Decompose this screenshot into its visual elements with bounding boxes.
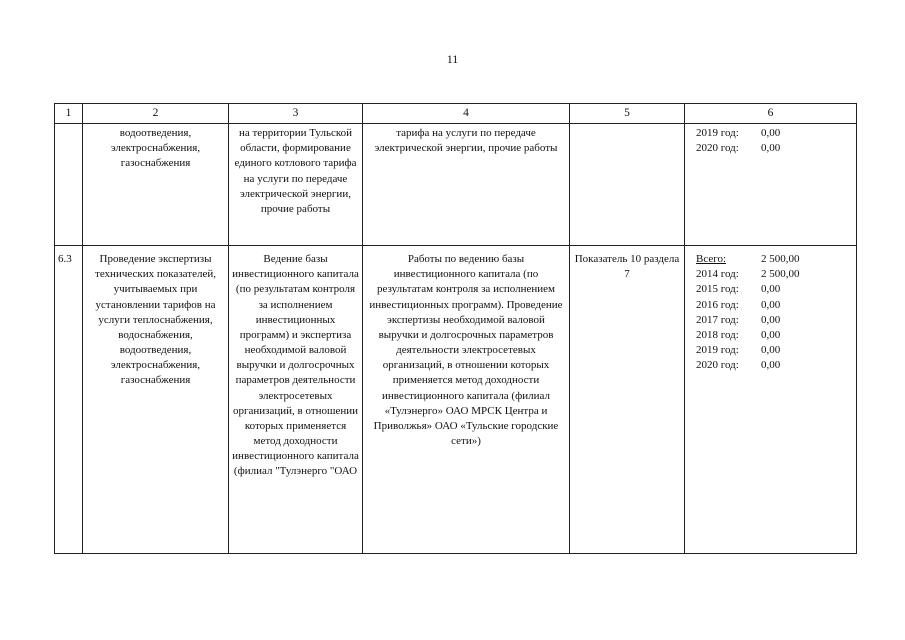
funding-amount: 0,00 [761,127,781,139]
table-row [55,246,857,554]
activity-name-cell: водоотведения, электроснабжения, газоснабжения [83,124,229,246]
funding-amount: 2 500,00 [761,253,800,265]
funding-year-label: 2015 год: [696,283,739,296]
funding-year-label: 2020 год: [696,359,739,372]
funding-amount: 0,00 [761,142,781,155]
indicator-cell [570,124,685,246]
funding-line [688,252,853,267]
column-header: 2 [83,104,229,124]
program-table [54,103,857,554]
indicator-cell: Показатель 10 раздела 7 [570,246,685,554]
funding-amount: 0,00 [761,298,781,311]
measure-cell: на территории Тульской области, формирование единого котлового тарифа на услуги по передаче электрической энергии, прочие работы [229,124,363,246]
funding-year-label: 2019 год: [696,344,739,357]
funding-amount: 0,00 [761,344,781,357]
table-row [55,124,857,246]
funding-amount: 2 500,00 [761,268,800,281]
work-description-cell: Работы по ведению базы инвестиционного капитала (по результатам контроля за исполнением инвестиционных программ). Проведение экспертизы необходимой валовой выручки и долгосрочных параметров деятельности электросетевых организаций, в отношении которых применяется метод доходности инвестиционного капитала (филиал «Тулэнерго» ОАО МРСК Центра и Приволжья» ОАО «Тульские городские сети») [363,246,570,554]
funding-cell [685,124,857,246]
funding-cell [685,246,857,554]
page-number: 11 [446,52,459,66]
column-header: 5 [570,104,685,124]
column-header: 3 [229,104,363,124]
funding-line [688,343,853,358]
funding-line [688,141,853,156]
funding-line [688,267,853,282]
column-header: 1 [55,104,83,124]
work-description-cell: тарифа на услуги по передаче электрической энергии, прочие работы [363,124,570,246]
funding-year-label: 2016 год: [696,298,739,311]
measure-cell: Ведение базы инвестиционного капитала (по результатам контроля за исполнением инвестиционных программ) и экспертиза необходимой валовой выручки и долгосрочных параметров деятельности электросетевых организаций, в отношении которых применяется метод доходности инвестиционного капитала (филиал "Тулэнерго "ОАО [229,246,363,554]
column-header: 6 [685,104,857,124]
column-header: 4 [363,104,570,124]
activity-name-cell: Проведение экспертизы технических показателей, учитываемых при установлении тарифов на услуги теплоснабжения, водоснабжения, водоотведения, электроснабжения, газоснабжения [83,246,229,554]
funding-line [688,298,853,313]
funding-line [688,126,853,141]
funding-amount: 0,00 [761,283,781,296]
funding-amount: 0,00 [761,313,781,326]
funding-amount: 0,00 [761,328,781,341]
funding-year-label: 2019 год: [696,127,739,139]
row-number-cell: 6.3 [55,246,83,554]
funding-amount: 0,00 [761,359,781,372]
row-number-cell [55,124,83,246]
funding-year-label: 2014 год: [696,268,739,281]
funding-year-label: 2020 год: [696,142,739,155]
funding-line [688,313,853,328]
funding-year-label: 2017 год: [696,313,739,326]
funding-line [688,358,853,373]
funding-year-label: 2018 год: [696,328,739,341]
funding-line [688,282,853,297]
funding-line [688,328,853,343]
funding-total-label: Всего: [696,253,727,265]
table-header-row [55,104,857,124]
